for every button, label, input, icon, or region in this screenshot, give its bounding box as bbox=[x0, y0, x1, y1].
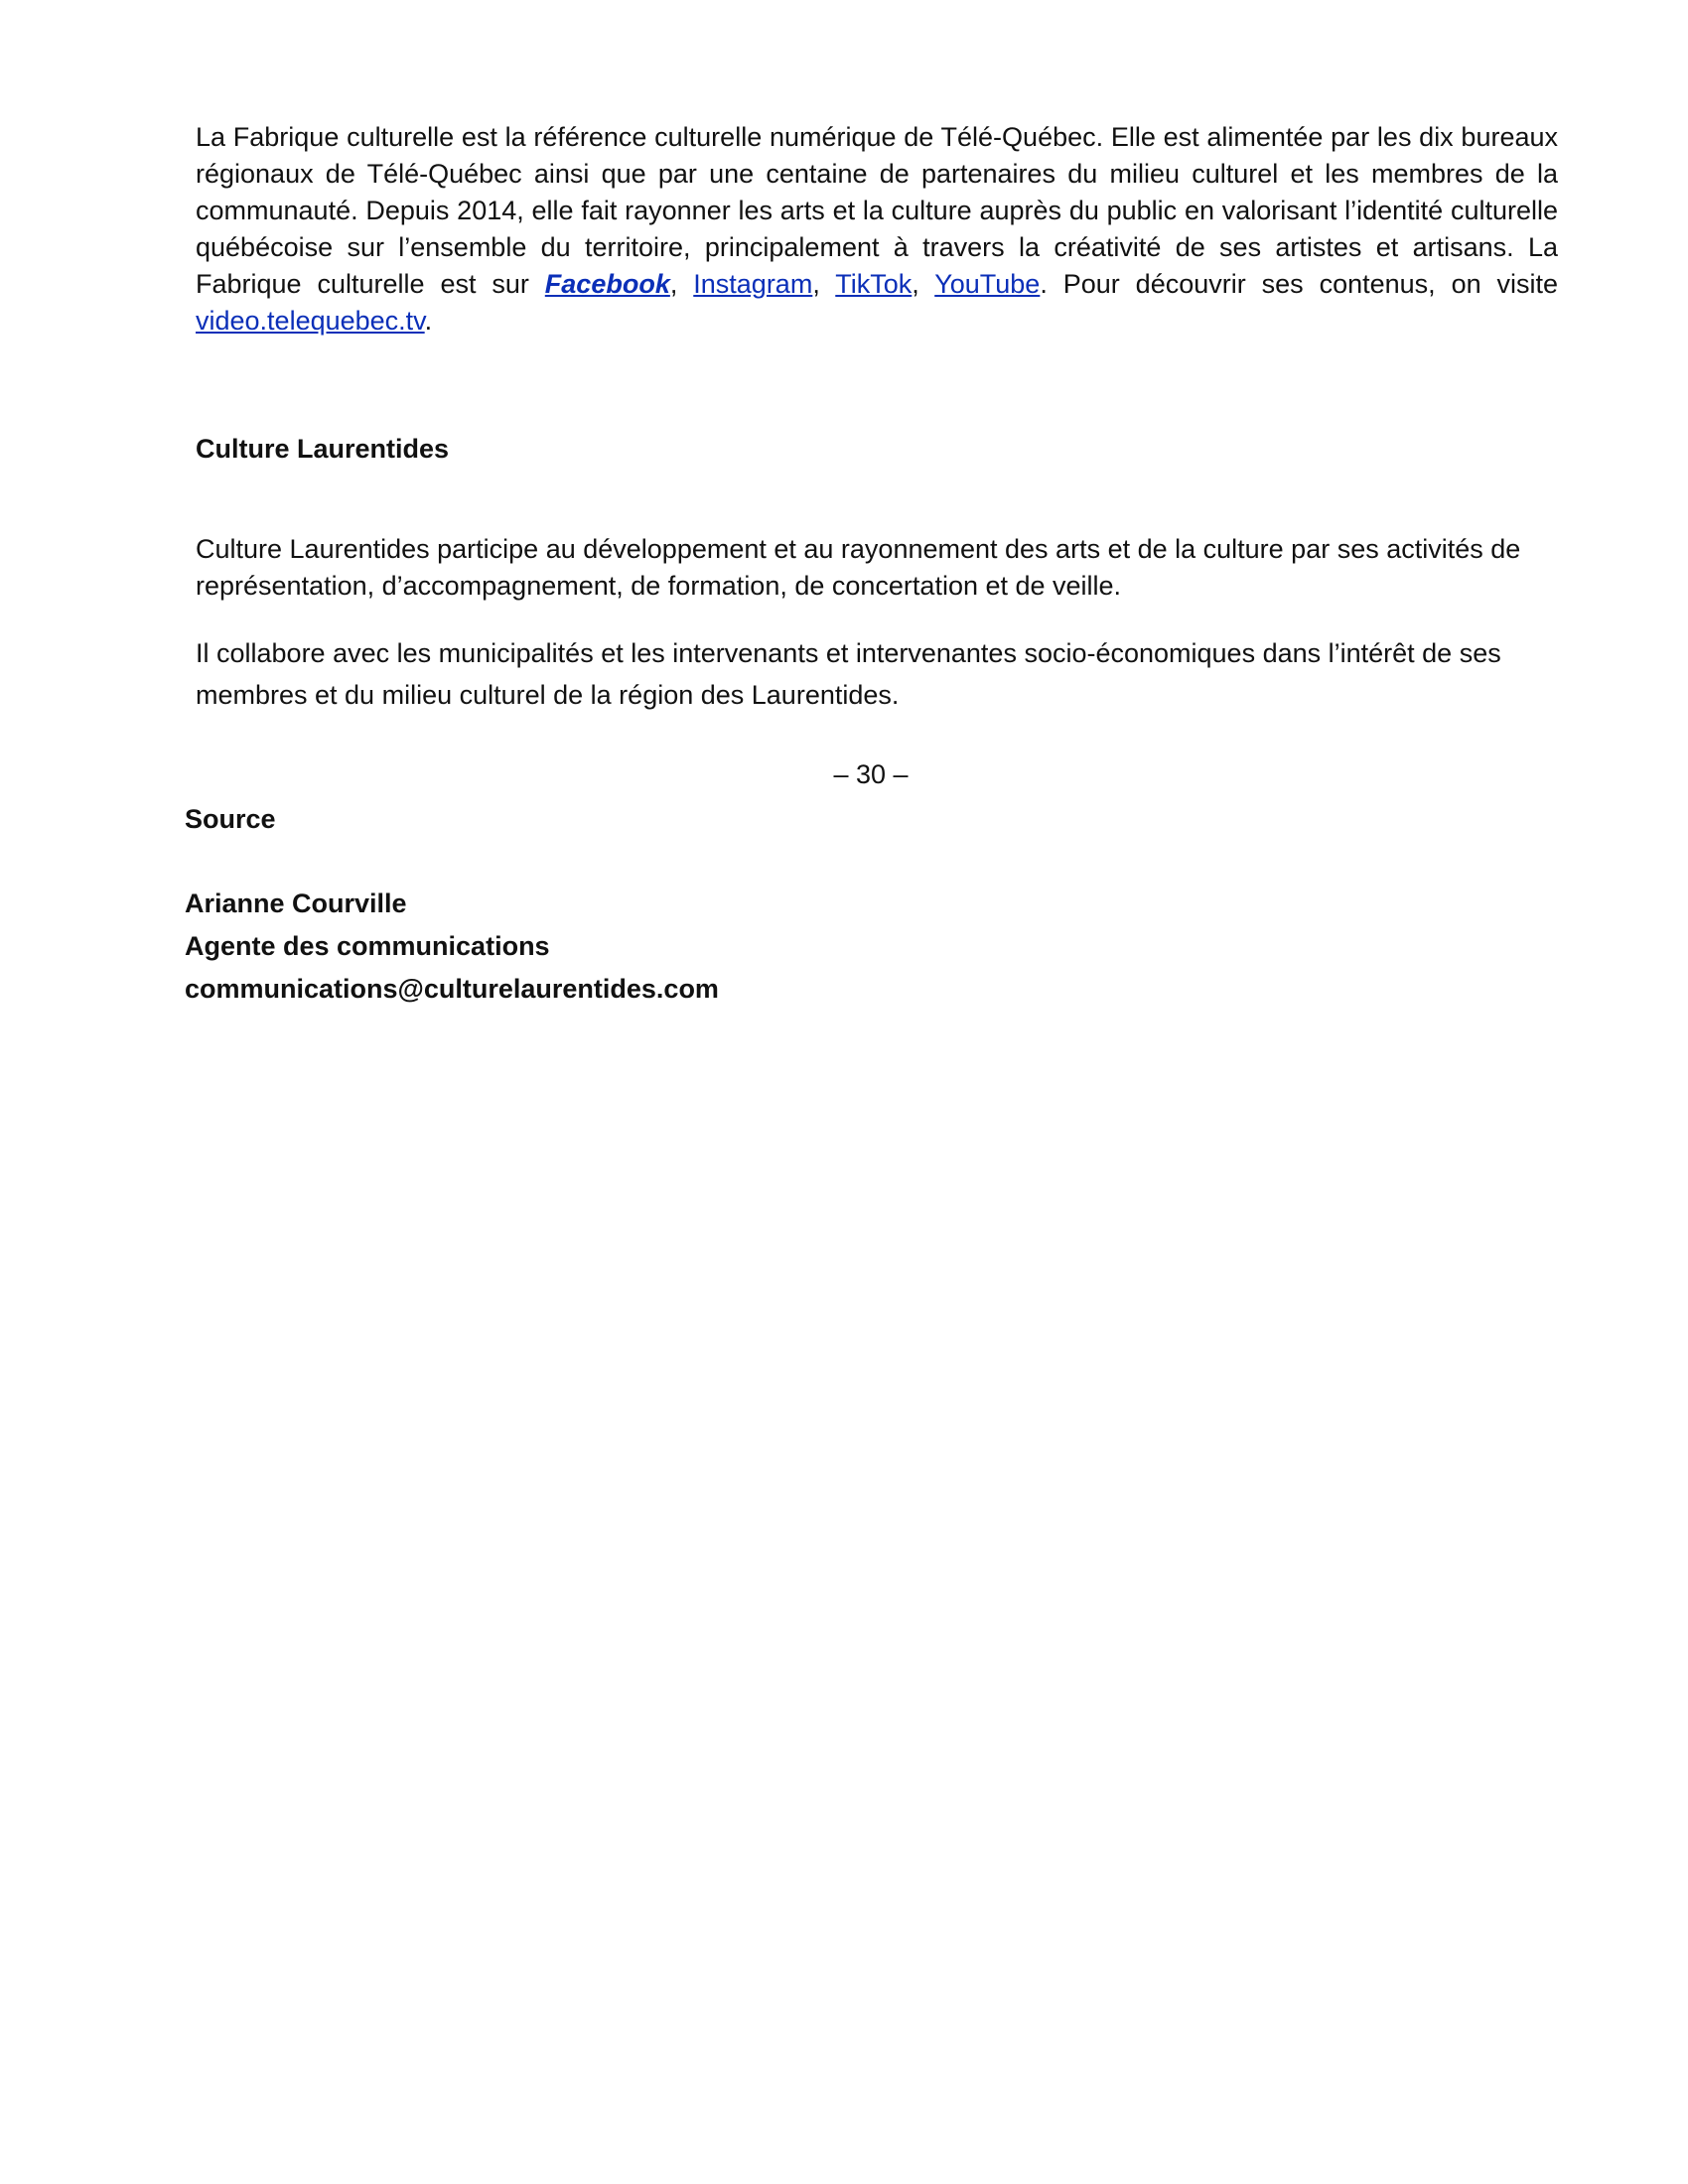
tiktok-link[interactable]: TikTok bbox=[835, 269, 913, 299]
contact-email[interactable]: communications@culturelaurentides.com bbox=[185, 974, 719, 1004]
fabrique-text-3: . bbox=[424, 306, 433, 336]
youtube-link[interactable]: YouTube bbox=[934, 269, 1041, 299]
culture-laurentides-paragraph-1: Culture Laurentides participe au développement et au rayonnement des arts et de la culture par ses activités de représentation, d’accompagnement, de formation, de concertation et de veille. bbox=[196, 534, 1521, 601]
facebook-link[interactable]: Facebook bbox=[544, 269, 670, 299]
separator: , bbox=[669, 269, 694, 299]
fabrique-paragraph bbox=[196, 119, 1558, 340]
end-mark: – 30 – bbox=[833, 759, 909, 789]
instagram-link[interactable]: Instagram bbox=[693, 269, 813, 299]
fabrique-text-2: . Pour découvrir ses contenus, on visite bbox=[1040, 269, 1559, 299]
source-label: Source bbox=[185, 804, 276, 834]
fabrique-text-1: La Fabrique culturelle est la référence culturelle numérique de Télé-Québec. Elle est alimentée par les dix bureaux régionaux de Télé-Québec ainsi que par une centaine de partenaires du milieu culturel et les membres de la communauté. Depuis 2014, elle fait rayonner les arts et la culture auprès du public en valorisant l’identité culturelle québécoise sur l’ensemble du territoire, principalement à travers la créativité de ses artistes et artisans. La Fabrique culturelle est sur bbox=[196, 122, 1558, 299]
culture-laurentides-heading: Culture Laurentides bbox=[196, 434, 450, 464]
source-contact bbox=[185, 883, 719, 1011]
culture-laurentides-paragraph-2: Il collabore avec les municipalités et les intervenants et intervenantes socio-économiques dans l’intérêt de ses membres et du milieu culturel de la région des Laurentides. bbox=[196, 638, 1501, 710]
contact-name: Arianne Courville bbox=[185, 888, 407, 918]
separator: , bbox=[912, 269, 935, 299]
contact-title: Agente des communications bbox=[185, 931, 550, 961]
video-telequebec-link[interactable]: video.telequebec.tv bbox=[196, 306, 425, 336]
separator: , bbox=[812, 269, 836, 299]
